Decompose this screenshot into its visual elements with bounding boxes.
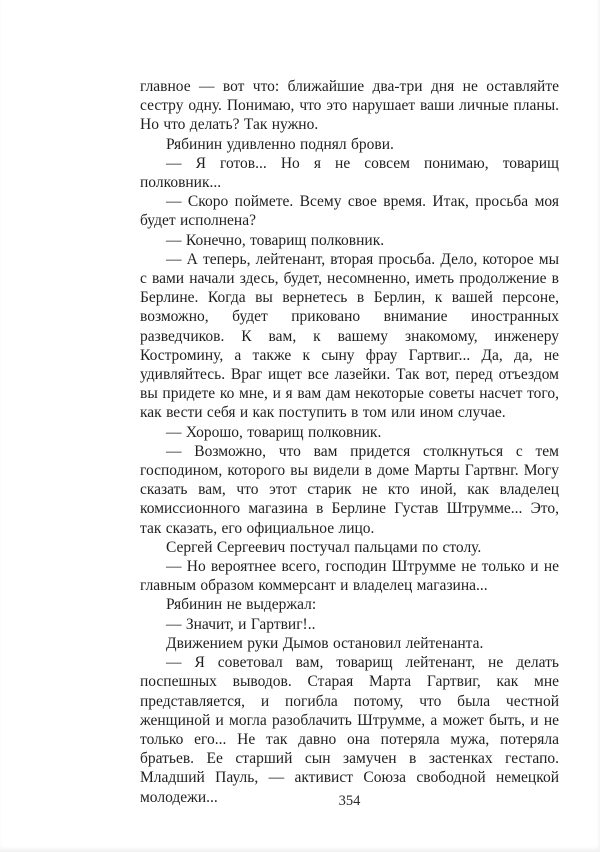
paragraph: — Конечно, товарищ полковник.: [166, 231, 385, 249]
text-block: [140, 77, 559, 807]
paragraph: — Я советовал вам, товарищ лейтенант, не делать поспешных выводов. Старая Марта Гартвиг, как мне представляется, и погибла потому, что была честной женщиной и могла разоблачить Штрумме, а может быть, и не только его... Не так давно она потеряла мужа, потеряла братьев. Ее старший сын замучен в застенках гестапо. Младший Пауль, — активист Союза свободной немецкой молодежи...: [140, 654, 559, 806]
paragraph: — Скоро поймете. Всему свое время. Итак, просьба моя будет исполнена?: [140, 193, 559, 230]
paragraph: Сергей Сергеевич постучал пальцами по столу.: [166, 538, 482, 556]
paragraph: — Возможно, что вам придется столкнуться с тем господином, которого вы видели в доме Марты Гартвнг. Могу сказать вам, что этот старик не кто иной, как владелец комиссионного магазина в Берлине Густав Штрумме... Это, так сказать, его официальное лицо.: [140, 442, 559, 537]
page-number: 354: [338, 793, 361, 809]
paragraph: — Я готов... Но я не совсем понимаю, товарищ полковник...: [140, 154, 559, 192]
paragraph: — Но вероятнее всего, господин Штрумме не только и не главным образом коммерсант и владелец магазина...: [140, 558, 559, 595]
paragraph: Рябинин не выдержал:: [166, 596, 317, 614]
paragraph: — Хорошо, товарищ полковник.: [166, 423, 382, 441]
paragraph: Рябинин удивленно поднял брови.: [166, 135, 394, 153]
paragraph: главное — вот что: ближайшие два-три дня не оставляйте сестру одну. Понимаю, что это нарушает ваши личные планы. Но что делать? Так нужно.: [140, 78, 559, 134]
paragraph: Движением руки Дымов остановил лейтенанта.: [166, 634, 484, 652]
paragraph: — Значит, и Гартвиг!..: [166, 615, 316, 633]
paragraph: — А теперь, лейтенант, вторая просьба. Дело, которое мы с вами начали здесь, будет, несомненно, иметь продолжение в Берлине. Когда вы вернетесь в Берлин, к вашей персоне, возможно, будет приковано внимание иностранных разведчиков. К вам, к вашему знакомому, инженеру Костромину, а также к сыну фрау Гартвиг... Да, да, не удивляйтесь. Враг ищет все лазейки. Так вот, перед отъездом вы придете ко мне, и я вам дам некоторые советы насчет того, как вести себя и как поступить в том или ином случае.: [140, 250, 559, 422]
